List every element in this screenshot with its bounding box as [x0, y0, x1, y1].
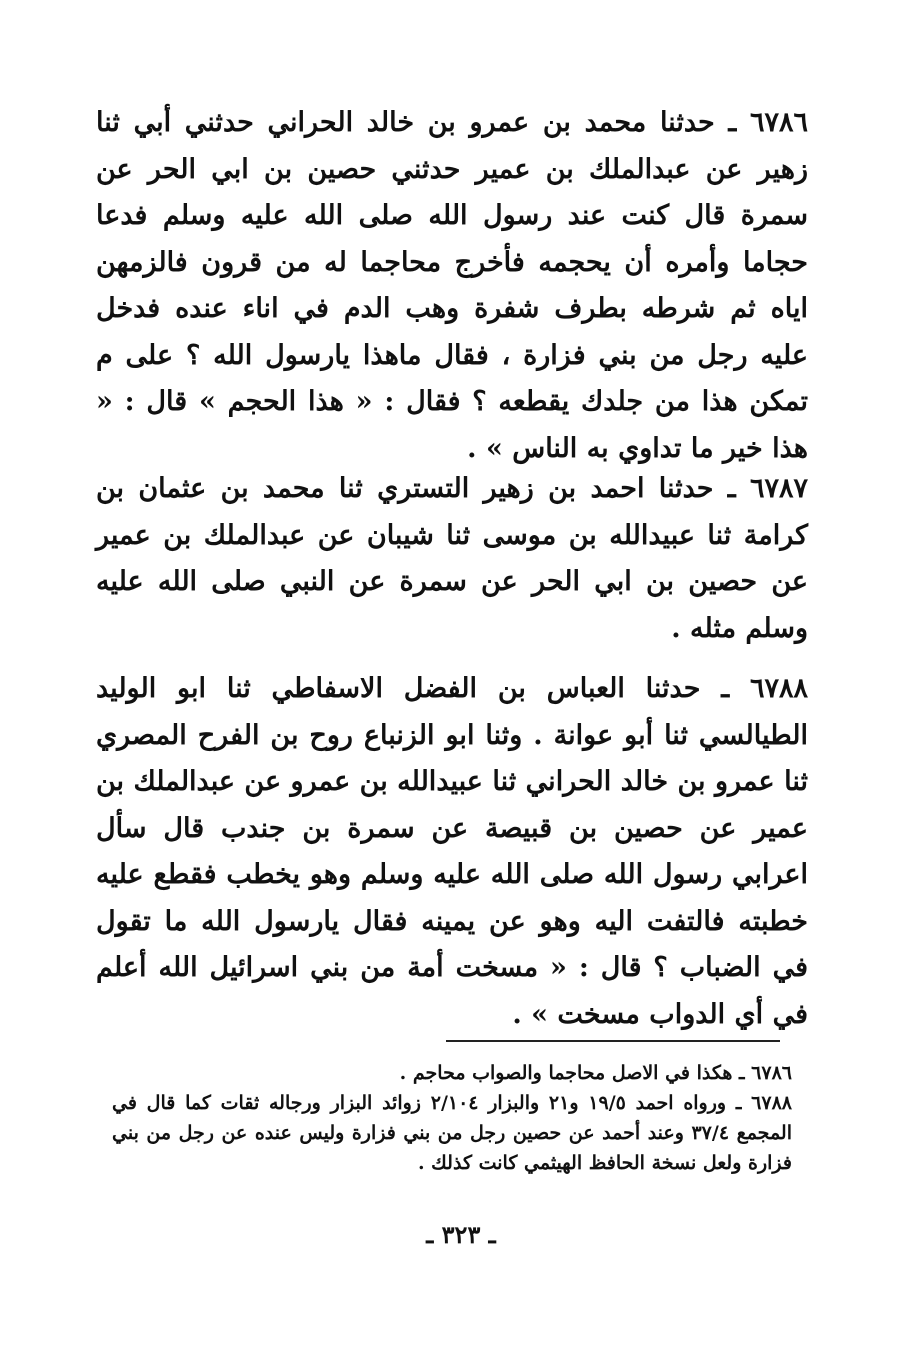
- hadith-text: ٦٧٨٨ ـ حدثنا العباس بن الفضل الاسفاطي ثنا ابو الوليد الطيالسي ثنا أبو عوانة . وثنا ابو الزنباع روح بن الفرح المصري ثنا عمرو بن خالد الحراني ثنا عبيدالله بن عمرو عن عبدالملك بن عمير عن حصين بن قبيصة عن سمرة بن جندب قال سأل اعرابي رسول الله صلى الله عليه وسلم وهو يخطب فقطع عليه خطبته فالتفت اليه وهو عن يمينه فقال يارسول الله ما تقول في الضباب ؟ قال : « مسخت أمة من بني اسرائيل الله أعلم في أي الدواب مسخت » .: [96, 673, 808, 1030]
- footnote-divider: [446, 1040, 780, 1042]
- footnote-6786: ٦٧٨٦ ـ هكذا في الاصل محاجما والصواب محاجم .: [399, 1062, 792, 1084]
- hadith-6788: [96, 666, 808, 1038]
- page-number: ـ ٣٢٣ ـ: [426, 1220, 496, 1249]
- footnote-6788: ٦٧٨٨ ـ ورواه احمد ١٩/٥ و٢١ والبزار ٢/١٠٤ زوائد البزار ورجاله ثقات كما قال في المجمع ٣٧/٤ وعند أحمد عن حصين رجل من بني فزارة وليس عنده عن رجل من بني فزارة ولعل نسخة الحافظ الهيثمي كانت كذلك .: [112, 1092, 792, 1174]
- hadith-text: ٦٧٨٧ ـ حدثنا احمد بن زهير التستري ثنا محمد بن عثمان بن كرامة ثنا عبيدالله بن موسى ثنا شيبان عن عبدالملك بن عمير عن حصين بن ابي الحر عن سمرة عن النبي صلى الله عليه وسلم مثله .: [96, 473, 808, 644]
- footnotes: [112, 1058, 792, 1178]
- hadith-6786: [96, 100, 808, 472]
- hadith-6787: [96, 466, 808, 652]
- hadith-text: ٦٧٨٦ ـ حدثنا محمد بن عمرو بن خالد الحراني حدثني أبي ثنا زهير عن عبدالملك بن عمير حدثني حصين بن ابي الحر عن سمرة قال كنت عند رسول الله صلى الله عليه وسلم فدعا حجاما وأمره أن يحجمه فأخرج محاجما له من قرون فالزمهن اياه ثم شرطه بطرف شفرة وهب الدم في اناء عنده فدخل عليه رجل من بني فزارة ، فقال ماهذا يارسول الله ؟ على م تمكن هذا من جلدك يقطعه ؟ فقال : « هذا الحجم » قال : « هذا خير ما تداوي به الناس » .: [96, 107, 808, 464]
